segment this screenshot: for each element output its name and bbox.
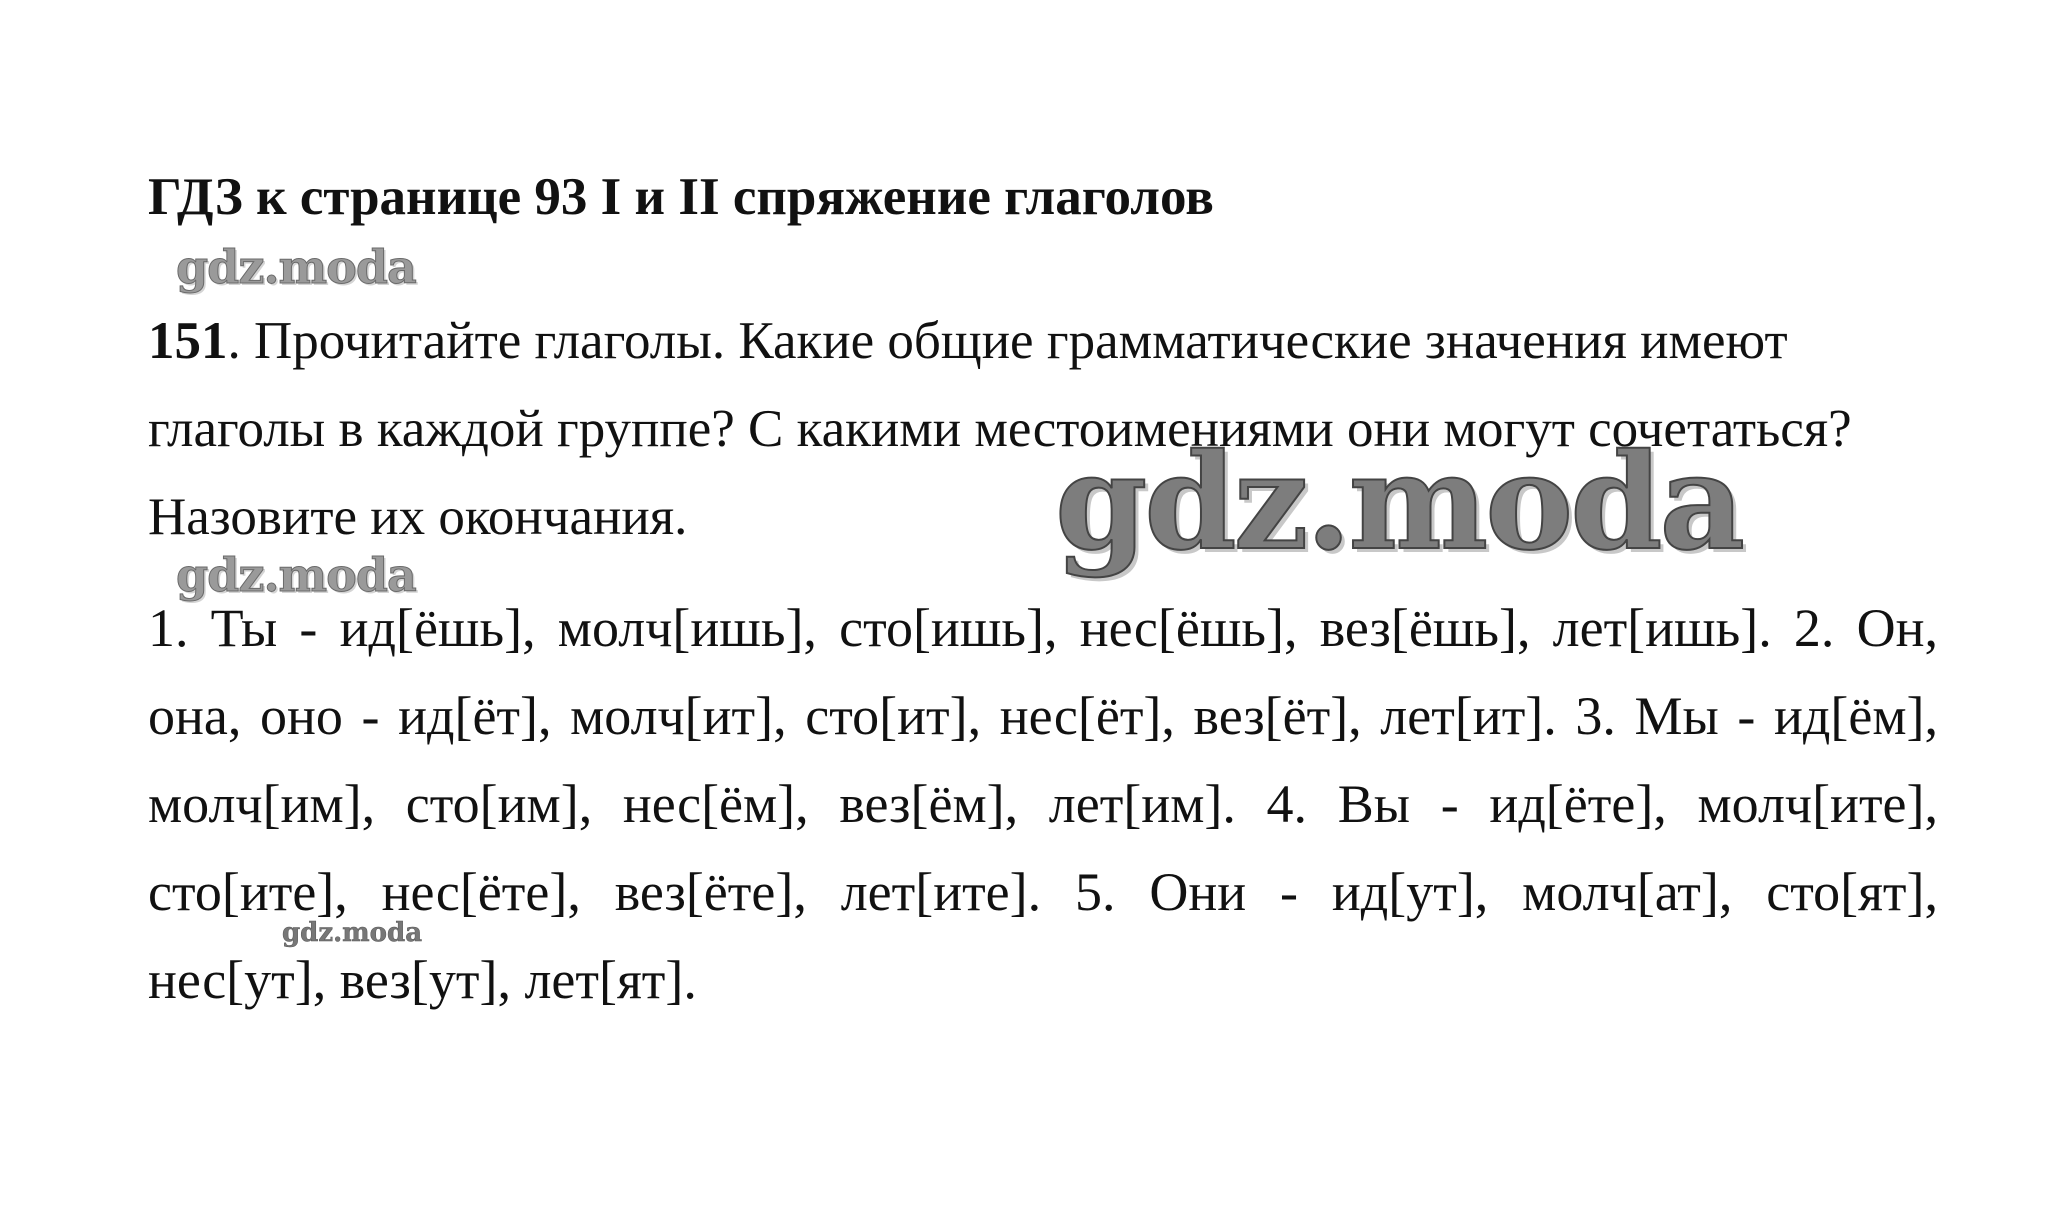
watermark-top: gdz.moda (176, 240, 416, 294)
answer-paragraph: 1. Ты - ид[ёшь], молч[ишь], сто[ишь], нес[ёшь], вез[ёшь], лет[ишь]. 2. Он, она, оно - ид[ёт], молч[ит], сто[ит], нес[ёт], вез[ёт], лет[ит]. 3. Мы - ид[ём], молч[им], сто[им], нес[ём], вез[ём], лет[им]. 4. Вы - ид[ёте], молч[ите], сто[ите], нес[ёте], вез[ёте], лет[ите]. 5. Они - ид[ут], молч[ат], сто[ят], нес[ут], вез[ут], лет[ят]. (148, 598, 1938, 1010)
watermark-tiny: gdz.moda (282, 918, 423, 948)
task-text: . Прочитайте глаголы. Какие общие грамматические значения имеют глаголы в каждой группе? С какими местоимениями они могут сочетаться? Назовите их окончания. (148, 312, 1852, 546)
watermark-large: gdz.moda (1055, 425, 1743, 580)
task-number: 151 (148, 312, 228, 370)
page-title: ГДЗ к странице 93 I и II спряжение глаголов (148, 168, 1214, 226)
watermark-middle: gdz.moda (176, 548, 416, 602)
